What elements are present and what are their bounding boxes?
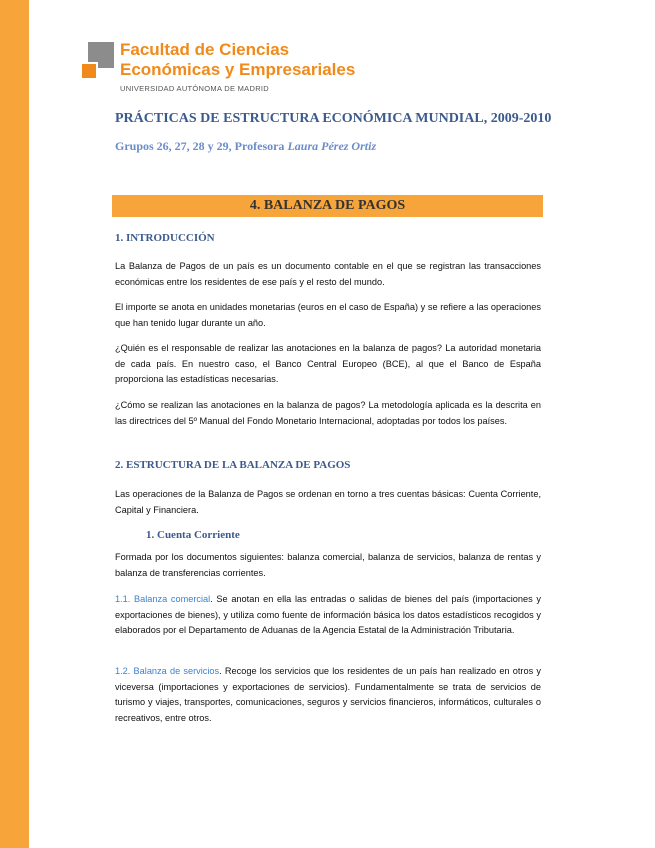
paragraph: ¿Cómo se realizan las anotaciones en la balanza de pagos? La metodología aplicada es la descrita en las directrices del 5º Manual del Fondo Monetario Internacional, adoptadas por todos los países.	[115, 400, 541, 426]
paragraph-balanza-comercial: 1.1. Balanza comercial. Se anotan en ella las entradas o salidas de bienes del país (importaciones y exportaciones de bienes), y utiliza como fuente de información básica los datos estadísticos recogidos y elaborados por el Departamento de Aduanas de la Agencia Estatal de la Administración Tributaria.	[115, 594, 541, 635]
paragraph: Formada por los documentos siguientes: balanza comercial, balanza de servicios, balanza de rentas y balanza de transferencias corrientes.	[115, 552, 541, 578]
orange-side-bar	[0, 0, 29, 848]
paragraph-balanza-servicios: 1.2. Balanza de servicios. Recoge los servicios que los residentes de un país han realizado en otros y viceversa (importaciones y exportaciones de servicios). Fundamentalmente se trata de servicios de turismo y viajes, transportes, comunicaciones, seguros y servicios financieros, informáticos, culturales o recreativos, entre otros.	[115, 666, 541, 723]
paragraph: La Balanza de Pagos de un país es un documento contable en el que se registran las transacciones económicas entre los residentes de ese país y el resto del mundo.	[115, 261, 541, 287]
subsection-heading-cuenta-corriente: 1. Cuenta Corriente	[146, 529, 240, 541]
balanza-servicios-label: 1.2. Balanza de servicios	[115, 666, 220, 676]
groups-line: Grupos 26, 27, 28 y 29, Profesora Laura Pérez Ortiz	[115, 139, 377, 153]
professor-name: Laura Pérez Ortiz	[287, 139, 377, 153]
paragraph: El importe se anota en unidades monetarias (euros en el caso de España) y se refiere a las operaciones que han tenido lugar durante un año.	[115, 302, 541, 328]
section-heading-structure: 2. ESTRUCTURA DE LA BALANZA DE PAGOS	[115, 459, 351, 471]
chapter-banner	[112, 195, 543, 217]
logo-title: Facultad de Ciencias Económicas y Empresariales	[120, 40, 356, 79]
faculty-logo	[80, 42, 380, 102]
chapter-title: 4. BALANZA DE PAGOS	[249, 198, 406, 213]
logo-university: UNIVERSIDAD AUTÓNOMA DE MADRID	[120, 84, 270, 93]
paragraph: ¿Quién es el responsable de realizar las anotaciones en la balanza de pagos? La autoridad monetaria de cada país. En nuestro caso, el Banco Central Europeo (BCE), al que el Banco de España proporciona las estadísticas necesarias.	[115, 343, 541, 384]
course-title: PRÁCTICAS DE ESTRUCTURA ECONÓMICA MUNDIAL, 2009-2010	[115, 111, 552, 126]
section-heading-intro: 1. INTRODUCCIÓN	[115, 232, 215, 244]
paragraph: Las operaciones de la Balanza de Pagos se ordenan en torno a tres cuentas básicas: Cuenta Corriente, Capital y Financiera.	[115, 489, 541, 515]
logo-mark-icon	[80, 42, 114, 76]
balanza-comercial-label: 1.1. Balanza comercial	[115, 594, 211, 604]
